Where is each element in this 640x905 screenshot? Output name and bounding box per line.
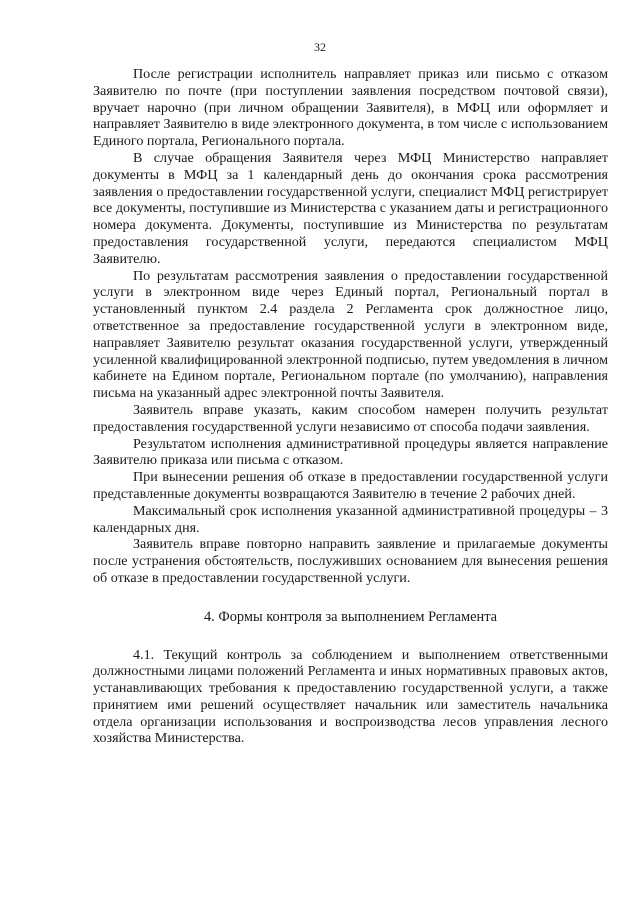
paragraph: После регистрации исполнитель направляет приказ или письмо с отказом Заявителю по почте (при поступлении заявления посредством почтовой связи), вручает нарочно (при личном обращении Заявителя), в МФЦ или оформляет и направляет Заявителю в виде электронного документа, в том числе с использованием Единого портала, Регионального портала.	[93, 66, 608, 150]
paragraph: Заявитель вправе указать, каким способом намерен получить результат предоставления государственной услуги независимо от способа подачи заявления.	[93, 401, 608, 435]
paragraph: Максимальный срок исполнения указанной административной процедуры – 3 календарных дня.	[93, 502, 608, 536]
paragraph: Результатом исполнения административной процедуры является направление Заявителю приказа или письма с отказом.	[93, 435, 608, 469]
paragraph: По результатам рассмотрения заявления о предоставлении государственной услуги в электронном виде через Единый портал, Региональный портал в установленный пунктом 2.4 раздела 2 Регламента срок должностное лицо, ответственное за предоставление государственной услуги в электронном виде, направляет Заявителю результат оказания государственной услуги, утвержденный усиленной квалифицированной электронной подписью, путем уведомления в личном кабинете на Едином портале, Региональном портале (по умолчанию), направления письма на указанный адрес электронной почты Заявителя.	[93, 267, 608, 402]
section-heading: 4. Формы контроля за выполнением Регламента	[203, 608, 498, 625]
paragraph: Заявитель вправе повторно направить заявление и прилагаемые документы после устранения обстоятельств, послуживших основанием для вынесения решения об отказе в предоставлении государственной услуги.	[93, 536, 608, 586]
page-number: 32	[314, 40, 326, 54]
paragraph: 4.1. Текущий контроль за соблюдением и выполнением ответственными должностными лицами положений Регламента и иных нормативных правовых актов, устанавливающих требования к предоставлению государственной услуги, а также принятием ими решений осуществляет начальник или заместитель начальника отдела организации использования и воспроизводства лесов управления лесного хозяйства Министерства.	[93, 646, 608, 747]
paragraph: При вынесении решения об отказе в предоставлении государственной услуги представленные документы возвращаются Заявителю в течение 2 рабочих дней.	[93, 469, 608, 502]
document-body	[93, 66, 608, 747]
paragraph: В случае обращения Заявителя через МФЦ Министерство направляет документы в МФЦ за 1 календарный день до окончания срока рассмотрения заявления о предоставлении государственной услуги, специалист МФЦ регистрирует все документы, поступившие из Министерства с указанием даты и регистрационного номера документа. Документы, поступившие из Министерства по результатам предоставления государственной услуги, передаются специалистом МФЦ Заявителю.	[93, 149, 608, 267]
